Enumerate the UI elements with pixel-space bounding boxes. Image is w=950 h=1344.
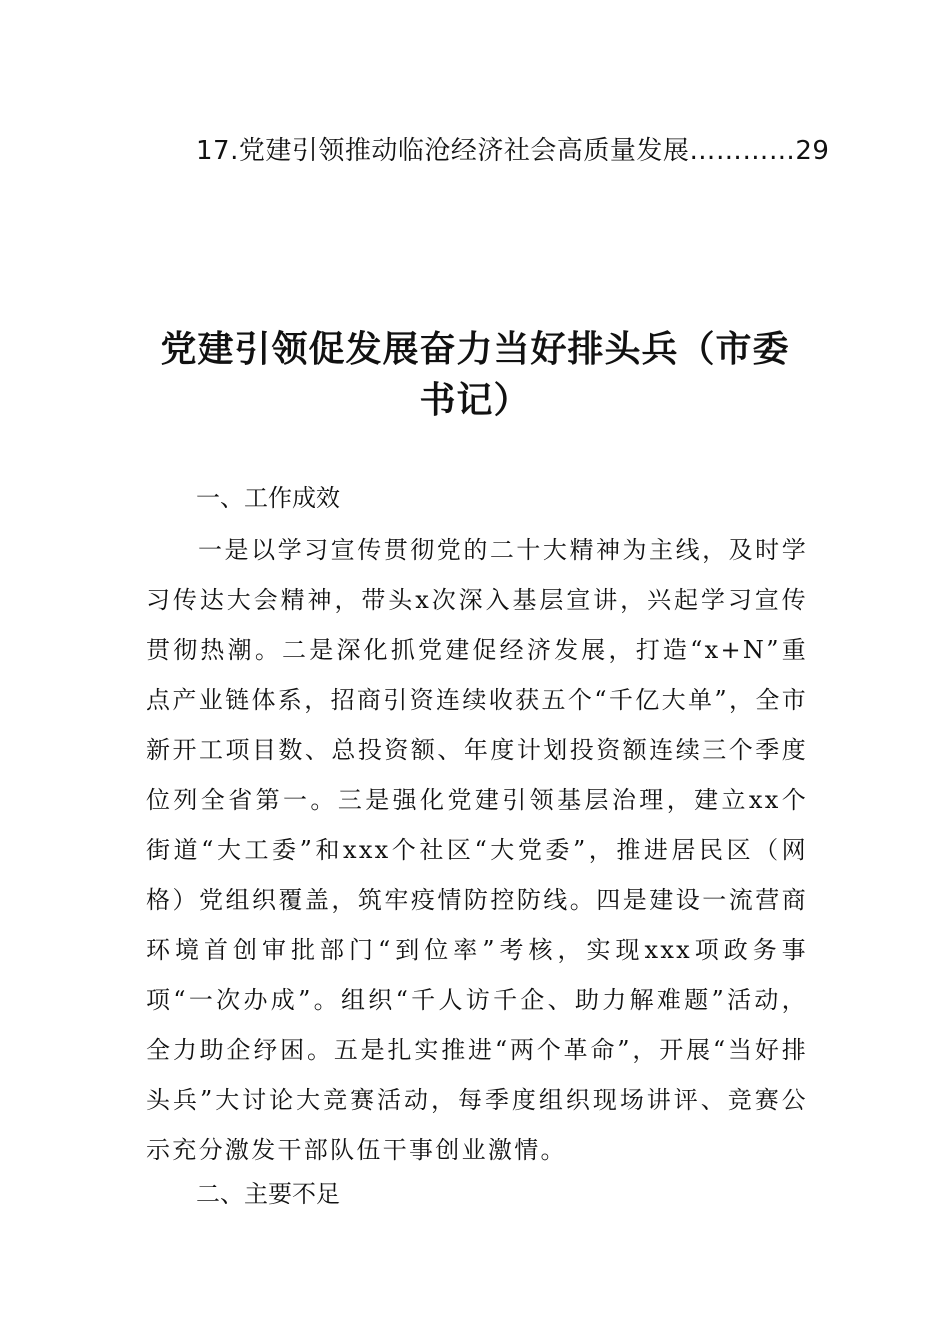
section-body-work-results: 一是以学习宣传贯彻党的二十大精神为主线，及时学习传达大会精神，带头x次深入基层宣讲，兴起学习宣传贯彻热潮。二是深化抓党建促经济发展，打造“x+N”重点产业链体系，招商引资连续收获五个“千亿大单”，全市新开工项目数、总投资额、年度计划投资额连续三个季度位列全省第一。三是强化党建引领基层治理，建立xx个街道“大工委”和xxx个社区“大党委”，推进居民区（网格）党组织覆盖，筑牢疫情防控防线。四是建设一流营商环境首创审批部门“到位率”考核，实现xxx项政务事项“一次办成”。组织“千人访千企、助力解难题”活动，全力助企纾困。五是扎实推进“两个革命”，开展“当好排头兵”大讨论大竞赛活动，每季度组织现场讲评、竞赛公示充分激发干部队伍干事创业激情。	[146, 536, 808, 1164]
section-heading-main-shortcomings: 二、主要不足	[196, 1180, 340, 1208]
section-heading-work-results: 一、工作成效	[196, 484, 340, 512]
toc-entry: 17.党建引领推动临沧经济社会高质量发展…………29	[196, 136, 830, 166]
document-title: 党建引领促发展奋力当好排头兵（市委书记）	[160, 328, 790, 421]
